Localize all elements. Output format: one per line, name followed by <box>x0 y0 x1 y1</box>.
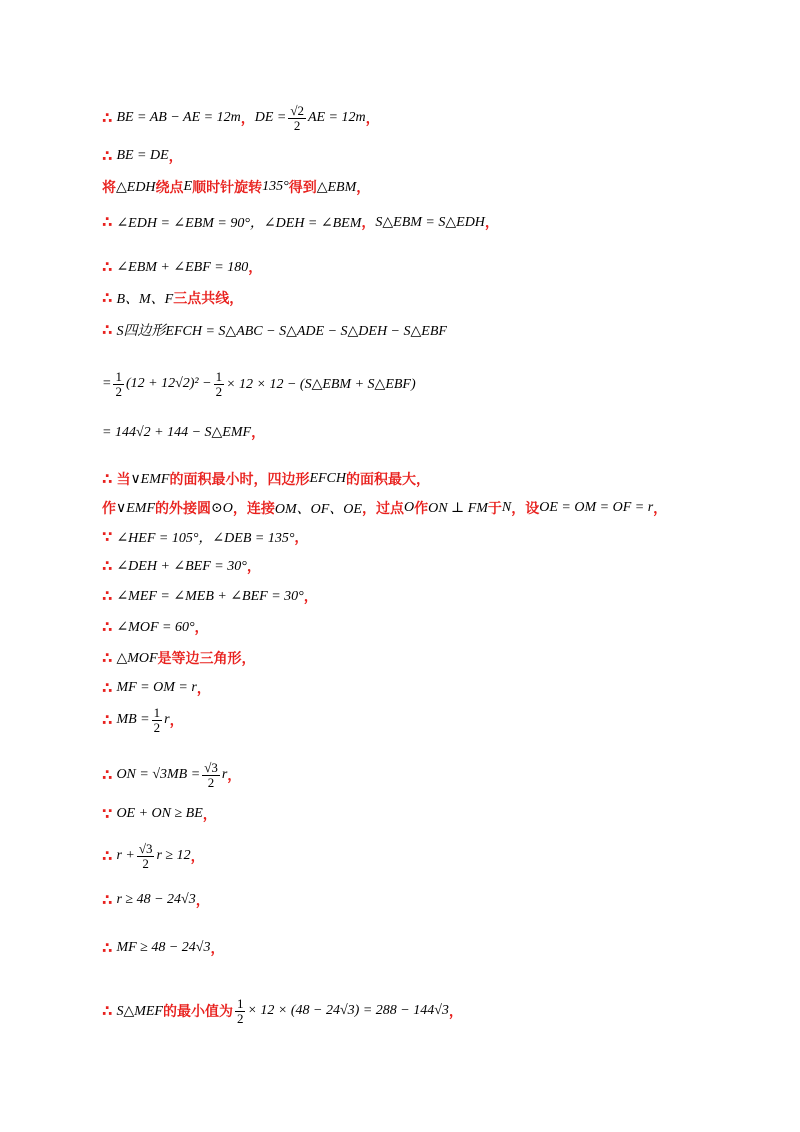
fraction-denominator: 2 <box>215 383 223 399</box>
therefore-symbol: ∴ <box>102 258 113 276</box>
chinese-text: ， <box>365 111 380 127</box>
math-expression: × 12 × (48 − 24√3) = 288 − 144√3 <box>247 1003 449 1018</box>
fraction-numerator: √2 <box>290 102 304 118</box>
chinese-text: ， <box>169 713 184 729</box>
chinese-text: ， <box>168 149 183 165</box>
therefore-symbol: ∴ <box>102 649 113 667</box>
therefore-symbol: ∴ <box>102 939 113 957</box>
math-expression: = <box>102 376 112 391</box>
math-expression: ∠MEF = ∠MEB + ∠BEF = 30° <box>116 588 304 604</box>
math-expression: EFCH <box>309 471 347 486</box>
therefore-symbol: ∴ <box>102 847 113 865</box>
solution-line-16 <box>102 643 256 673</box>
chinese-text: ， <box>484 215 499 231</box>
math-expression: E <box>183 179 193 194</box>
chinese-text: ， <box>196 681 211 697</box>
math-expression: ∨EMF <box>116 500 156 516</box>
therefore-symbol: ∴ <box>102 891 113 909</box>
math-expression: S△MEF <box>116 1003 163 1019</box>
fraction <box>202 761 220 790</box>
because-symbol: ∵ <box>102 805 113 823</box>
chinese-text: 将 <box>102 180 116 196</box>
therefore-symbol: ∴ <box>102 587 113 605</box>
math-expression: r <box>221 767 228 782</box>
chinese-text: ， <box>227 768 242 784</box>
fraction <box>288 104 306 133</box>
math-expression: r ≥ 12 <box>156 848 191 863</box>
chinese-text: ， <box>448 1004 463 1020</box>
chinese-text: 的面积最大， <box>346 472 431 488</box>
chinese-text: ，设 <box>511 501 540 517</box>
solution-line-2 <box>102 141 183 171</box>
fraction <box>113 370 124 399</box>
math-expression: BE = DE <box>116 148 169 163</box>
math-expression: ∠HEF = 105°，∠DEB = 135° <box>116 531 295 546</box>
math-expression: OM、OF、OE <box>274 502 362 517</box>
chinese-text: 作 <box>414 501 429 517</box>
fraction-denominator: 2 <box>115 383 122 399</box>
fraction <box>235 997 246 1026</box>
math-expression: OE + ON ≥ BE <box>116 806 203 821</box>
solution-line-3 <box>102 172 370 202</box>
chinese-text: ， <box>246 559 261 575</box>
fraction-denominator: 2 <box>153 719 161 735</box>
therefore-symbol: ∴ <box>102 557 113 575</box>
therefore-symbol: ∴ <box>102 766 113 784</box>
chinese-text: 的面积最小时，四边形 <box>169 472 310 488</box>
chinese-text: ， <box>251 425 266 441</box>
solution-line-11 <box>102 493 667 523</box>
because-symbol: ∵ <box>102 528 113 546</box>
chinese-text: ， <box>303 589 318 605</box>
math-expression: N <box>501 500 512 515</box>
chinese-text: 是等边三角形， <box>157 651 256 667</box>
math-expression: ON ⊥ FM <box>428 500 488 516</box>
chinese-text: ， <box>202 807 217 823</box>
fraction-numerator: 1 <box>153 704 161 720</box>
math-expression: MB = <box>116 712 150 727</box>
solution-line-22 <box>102 885 210 915</box>
fraction-denominator: 2 <box>236 1010 244 1026</box>
solution-line-1 <box>102 103 380 133</box>
solution-line-17 <box>102 673 211 703</box>
math-expression: ⊙O <box>211 500 233 516</box>
math-expression: S四边形EFCH = S△ABC − S△ADE − S△DEH − S△EBF <box>116 324 447 339</box>
chinese-text: ，连接 <box>232 501 275 517</box>
chinese-text: 作 <box>102 501 116 517</box>
math-expression: △EDH <box>116 179 156 195</box>
math-expression: ∠DEH + ∠BEF = 30° <box>116 558 247 574</box>
therefore-symbol: ∴ <box>102 109 113 127</box>
solution-line-20 <box>102 799 217 829</box>
fraction <box>152 706 163 735</box>
chinese-text: 的最小值为 <box>162 1004 233 1020</box>
math-expression: ∨EMF <box>130 471 170 487</box>
math-expression: × 12 × 12 − (S△EBM + S△EBF) <box>226 376 416 392</box>
solution-line-12 <box>102 522 308 552</box>
chinese-text: 顺时针旋转 <box>192 180 263 196</box>
chinese-text: ，过点 <box>361 501 404 517</box>
solution-line-18 <box>102 705 184 735</box>
solution-line-10 <box>102 464 430 494</box>
math-expression: BE = AB − AE = 12m <box>116 110 241 125</box>
chinese-text: ， <box>361 215 376 231</box>
solution-line-9 <box>102 417 265 447</box>
solution-line-5 <box>102 252 262 282</box>
math-expression: r <box>164 712 170 727</box>
math-expression: △MOF <box>116 650 158 666</box>
math-expression: MF = OM = r <box>116 680 197 695</box>
chinese-text: ， <box>653 501 668 517</box>
math-expression: O <box>403 500 415 515</box>
math-expression: ON = √3MB = <box>116 767 201 782</box>
math-expression: DE = <box>254 110 287 125</box>
fraction-numerator: 1 <box>115 368 122 384</box>
math-expression: △EBM <box>316 179 357 195</box>
chinese-text: ， <box>356 180 371 196</box>
solution-line-24 <box>102 996 463 1026</box>
chinese-text: ， <box>195 893 210 909</box>
solution-line-13 <box>102 551 261 581</box>
math-expression: = 144√2 + 144 − S△EMF <box>102 424 252 440</box>
solution-line-8 <box>102 369 416 399</box>
therefore-symbol: ∴ <box>102 289 113 307</box>
therefore-symbol: ∴ <box>102 1002 113 1020</box>
therefore-symbol: ∴ <box>102 147 113 165</box>
chinese-text: 三点共线， <box>173 291 244 307</box>
chinese-text: 于 <box>487 501 502 517</box>
chinese-text: ， <box>194 620 209 636</box>
therefore-symbol: ∴ <box>102 213 113 231</box>
fraction-denominator: 2 <box>207 774 215 790</box>
fraction-denominator: 2 <box>293 117 301 133</box>
math-expression: r ≥ 48 − 24√3 <box>116 892 196 907</box>
chinese-text: 得到 <box>288 180 317 196</box>
chinese-text: ， <box>190 849 205 865</box>
math-expression: MF ≥ 48 − 24√3 <box>116 940 211 955</box>
therefore-symbol: ∴ <box>102 321 113 339</box>
math-expression: r + <box>116 848 135 863</box>
fraction-denominator: 2 <box>142 855 149 871</box>
chinese-text: 的外接圆 <box>155 501 212 517</box>
chinese-text: ， <box>248 260 263 276</box>
solution-line-4 <box>102 207 499 237</box>
chinese-text: 当 <box>116 472 131 488</box>
solution-line-21 <box>102 841 205 871</box>
math-expression: OE = OM = OF = r <box>539 500 654 515</box>
chinese-text: ， <box>240 111 255 127</box>
solution-line-14 <box>102 581 318 611</box>
solution-line-23 <box>102 933 224 963</box>
solution-line-6 <box>102 283 243 313</box>
math-expression: 135° <box>262 179 289 194</box>
therefore-symbol: ∴ <box>102 679 113 697</box>
math-expression: ∠EDH = ∠EBM = 90°，∠DEH = ∠BEM <box>116 216 362 231</box>
fraction <box>214 370 225 399</box>
math-expression: AE = 12m <box>307 110 366 125</box>
solution-line-15 <box>102 612 209 642</box>
fraction-numerator: √3 <box>138 840 153 856</box>
math-expression: (12 + 12√2)² − <box>125 376 212 391</box>
chinese-text: ， <box>294 530 309 546</box>
fraction-numerator: √3 <box>204 759 218 775</box>
solution-line-19 <box>102 760 241 790</box>
math-expression: B、M、F <box>116 292 174 307</box>
math-expression: ∠EBM + ∠EBF = 180 <box>116 259 249 275</box>
math-expression: ∠MOF = 60° <box>116 619 195 635</box>
chinese-text: 绕点 <box>155 180 184 196</box>
fraction-numerator: 1 <box>236 995 244 1011</box>
fraction <box>137 842 155 871</box>
chinese-text: ， <box>210 941 225 957</box>
math-expression: S△EBM = S△EDH <box>375 214 485 230</box>
fraction-numerator: 1 <box>215 368 223 384</box>
therefore-symbol: ∴ <box>102 711 113 729</box>
therefore-symbol: ∴ <box>102 618 113 636</box>
therefore-symbol: ∴ <box>102 470 113 488</box>
solution-line-7 <box>102 315 447 345</box>
